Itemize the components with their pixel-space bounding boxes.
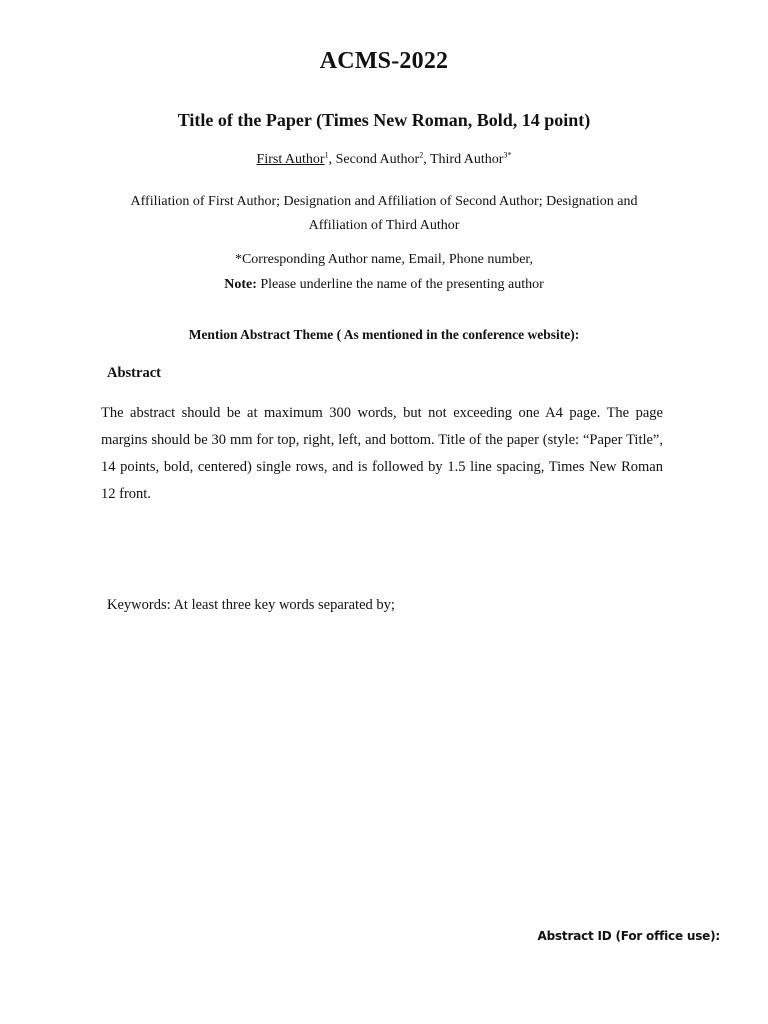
note-label: Note: [224, 277, 257, 292]
abstract-id-office-use: Abstract ID (For office use): [537, 929, 720, 943]
second-author: , Second Author [328, 152, 420, 167]
third-author: , Third Author [423, 152, 504, 167]
first-author-affiliation-mark: 1 [324, 150, 329, 160]
paper-title: Title of the Paper (Times New Roman, Bold, 14 point) [177, 110, 591, 130]
conference-title: ACMS-2022 [319, 48, 449, 74]
second-author-affiliation-mark: 2 [419, 150, 424, 160]
third-author-affiliation-mark: 3* [503, 150, 512, 160]
note-text: Please underline the name of the presenting author [256, 277, 544, 292]
abstract-theme: Mention Abstract Theme ( As mentioned in the conference website): [188, 327, 580, 342]
abstract-heading: Abstract [107, 365, 161, 381]
presenting-author-note [0, 277, 768, 293]
affiliation-text: Affiliation of First Author; Designation and Affiliation of Second Author; Designation and Affiliation of Third Author [130, 194, 638, 233]
corresponding-author: *Corresponding Author name, Email, Phone number, [234, 252, 534, 267]
keywords-line: Keywords: At least three key words separated by; [107, 597, 395, 613]
abstract-body: The abstract should be at maximum 300 words, but not exceeding one A4 page. The page margins should be 30 mm for top, right, left, and bottom. Title of the paper (style: “Paper Title”, 14 points, bold, centered) single rows, and is followed by 1.5 line spacing, Times New Roman 12 front. [101, 405, 663, 502]
author-line [0, 152, 768, 168]
first-author: First Author [256, 152, 325, 167]
